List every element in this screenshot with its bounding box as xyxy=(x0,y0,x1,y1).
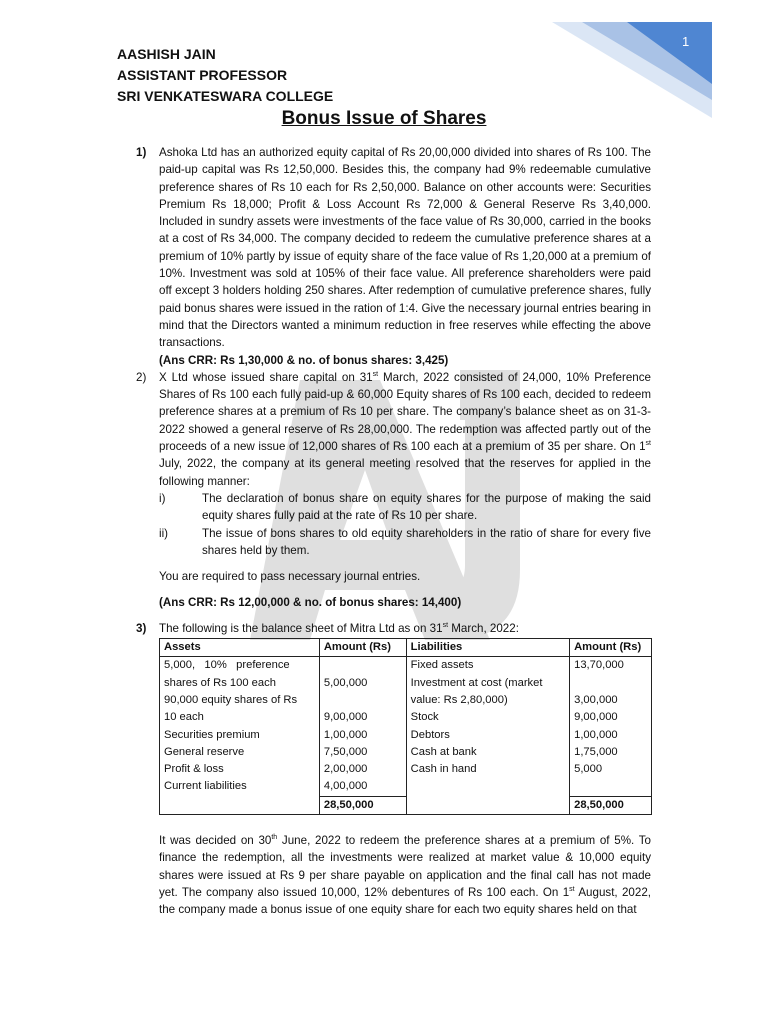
column-header: Amount (Rs) xyxy=(570,639,652,657)
answer-line: (Ans CRR: Rs 1,30,000 & no. of bonus shares: 3,425) xyxy=(159,353,449,367)
total-right: 28,50,000 xyxy=(570,796,651,814)
question-number: 1) xyxy=(136,146,147,159)
table-cell-line: shares of Rs 100 each xyxy=(164,676,276,689)
table-cell-line: 1,75,000 xyxy=(574,745,618,758)
table-cell-line: Profit & loss xyxy=(164,763,224,776)
table-body-row xyxy=(160,657,652,815)
answer-line: (Ans CRR: Rs 12,00,000 & no. of bonus shares: 14,400) xyxy=(159,596,462,610)
text-fragment: The following is the balance sheet of Mitra Ltd as on 31 xyxy=(159,621,443,635)
text-fragment: July, 2022, the company at its general meeting resolved that the reserves for applied in the following manner: xyxy=(159,457,651,488)
superscript: st xyxy=(645,440,651,448)
sub-item-number: i) xyxy=(159,491,166,505)
instruction-line: You are required to pass necessary journal entries. xyxy=(159,570,421,584)
superscript: st xyxy=(569,886,575,894)
total-left: 28,50,000 xyxy=(320,796,406,814)
author-block xyxy=(117,44,333,107)
text-fragment: It was decided on 30 xyxy=(159,833,272,847)
column-header: Amount (Rs) xyxy=(319,639,406,657)
table-cell-line: Current liabilities xyxy=(164,780,247,793)
question-text xyxy=(159,832,651,918)
table-cell-line: 1,00,000 xyxy=(323,728,368,741)
sub-item-text: The issue of bons shares to old equity shareholders in the ratio of share for every five shares held by them. xyxy=(202,526,651,557)
liabilities-column xyxy=(406,657,569,815)
superscript: th xyxy=(271,834,278,842)
table-cell-line: 3,00,000 xyxy=(574,693,618,706)
table-cell-line: 4,00,000 xyxy=(323,780,368,793)
table-cell-line: Cash in hand xyxy=(410,763,477,776)
text-fragment: March, 2022: xyxy=(448,621,519,635)
table-cell-line: value: Rs 2,80,000) xyxy=(410,693,508,706)
question-2 xyxy=(136,369,651,612)
table-cell-line: 90,000 equity shares of Rs xyxy=(164,693,298,706)
superscript: st xyxy=(372,371,379,378)
table-cell-line xyxy=(324,657,402,674)
assets-column xyxy=(160,657,320,815)
author-college: SRI VENKATESWARA COLLEGE xyxy=(117,88,334,104)
table-cell-line: 10 each xyxy=(164,711,204,724)
table-cell-line: Fixed assets xyxy=(410,659,474,672)
sub-item xyxy=(159,490,651,525)
table-cell-line: Debtors xyxy=(410,728,450,741)
text-fragment: March, 2022 consisted of 24,000, 10% Preference Shares of Rs 100 each fully paid-up & 60,000 Equity shares of Rs 100 each, decided to redeem preference shares at a premium of Rs 10 per share. The company’s balance sheet as on 31-3-2022 showed a general reserve of Rs 28,00,000. The redemption was affected partly out of the proceeds of a new issue of 12,000 shares of Rs 100 each at a premium of 35 per share. On 1 xyxy=(159,370,651,454)
assets-amount-column xyxy=(319,657,406,815)
sub-item-text: The declaration of bonus share on equity shares for the purpose of making the said equity shares fully paid at the rate of Rs 10 per share. xyxy=(202,491,651,523)
question-3 xyxy=(136,620,651,919)
text-fragment: June, 2022 to redeem the preference shares at a premium of 5%. To finance the redemption, all the investments were realized at market value & 10,000 equity shares were issued at Rs 9 per share payable on application and the final call has not made yet. The company also issued 10,000, 12% debentures of Rs 100 each. On 1 xyxy=(159,833,651,899)
table-cell-line: Cash at bank xyxy=(410,745,477,758)
table-cell-line: General reserve xyxy=(164,745,245,758)
author-name: AASHISH JAIN xyxy=(117,46,216,62)
page-number: 1 xyxy=(682,34,690,49)
question-intro xyxy=(159,620,651,637)
table-header-row xyxy=(160,639,652,657)
question-1 xyxy=(136,144,651,369)
table-cell-line: 9,00,000 xyxy=(574,711,618,724)
superscript: st xyxy=(442,621,449,629)
table-cell-line: Securities premium xyxy=(164,728,260,741)
question-text xyxy=(159,369,651,490)
balance-sheet-table xyxy=(159,638,652,815)
column-header: Liabilities xyxy=(406,639,569,657)
table-cell-line: 7,50,000 xyxy=(323,745,368,758)
table-cell-line: Stock xyxy=(410,711,439,724)
table-cell-line: 1,00,000 xyxy=(574,728,618,741)
liabilities-amount-column xyxy=(570,657,652,815)
question-number: 2) xyxy=(136,370,147,384)
table-cell-line: 2,00,000 xyxy=(323,763,368,776)
table-cell-line: Investment at cost (market xyxy=(410,676,543,689)
table-cell-line: 5,00,000 xyxy=(323,676,368,689)
text-fragment: X Ltd whose issued share capital on 31 xyxy=(159,370,373,384)
question-text: Ashoka Ltd has an authorized equity capital of Rs 20,00,000 divided into shares of Rs 100. The paid-up capital was Rs 12,50,000. Besides this, the company had 9% redeemable cumulative preference shares of Rs 10 each for Rs 2,50,000. Balance on other accounts were: Securities Premium Rs 18,000; Profit & Loss Account Rs 72,000 & General Reserve Rs 3,40,000. Included in sundry assets were investments of the face value of Rs 30,000, carried in the books at a cost of Rs 34,000. The company decided to redeem the cumulative preference shares at a premium of 10% partly by issue of equity share of the face value of Rs 1,20,000 at a premium of 10%. Investment was sold at 105% of their face value. All preference shareholders were paid off except 3 holders holding 250 shares. After redemption of cumulative preference shares, fully paid bonus shares were issued in the ration of 1:4. Give the necessary journal entries bearing in mind that the Directors wanted a minimum reduction in free reserves while effecting the above transactions. xyxy=(159,146,651,350)
table-cell-line: 13,70,000 xyxy=(574,659,624,672)
page-title: Bonus Issue of Shares xyxy=(281,108,487,129)
author-designation: ASSISTANT PROFESSOR xyxy=(117,67,288,83)
sub-item-number: ii) xyxy=(159,526,169,540)
table-cell-line: 5,000, 10% preference xyxy=(164,659,290,672)
document-body xyxy=(136,144,651,918)
table-cell-line: 9,00,000 xyxy=(323,711,368,724)
text-fragment: August, 2022, the company made a bonus issue of one equity share for each two equity shares held on that xyxy=(159,885,651,917)
column-header: Assets xyxy=(160,639,320,657)
sub-item xyxy=(159,525,651,560)
table-cell-line: 5,000 xyxy=(574,763,603,776)
question-number: 3) xyxy=(136,621,147,635)
